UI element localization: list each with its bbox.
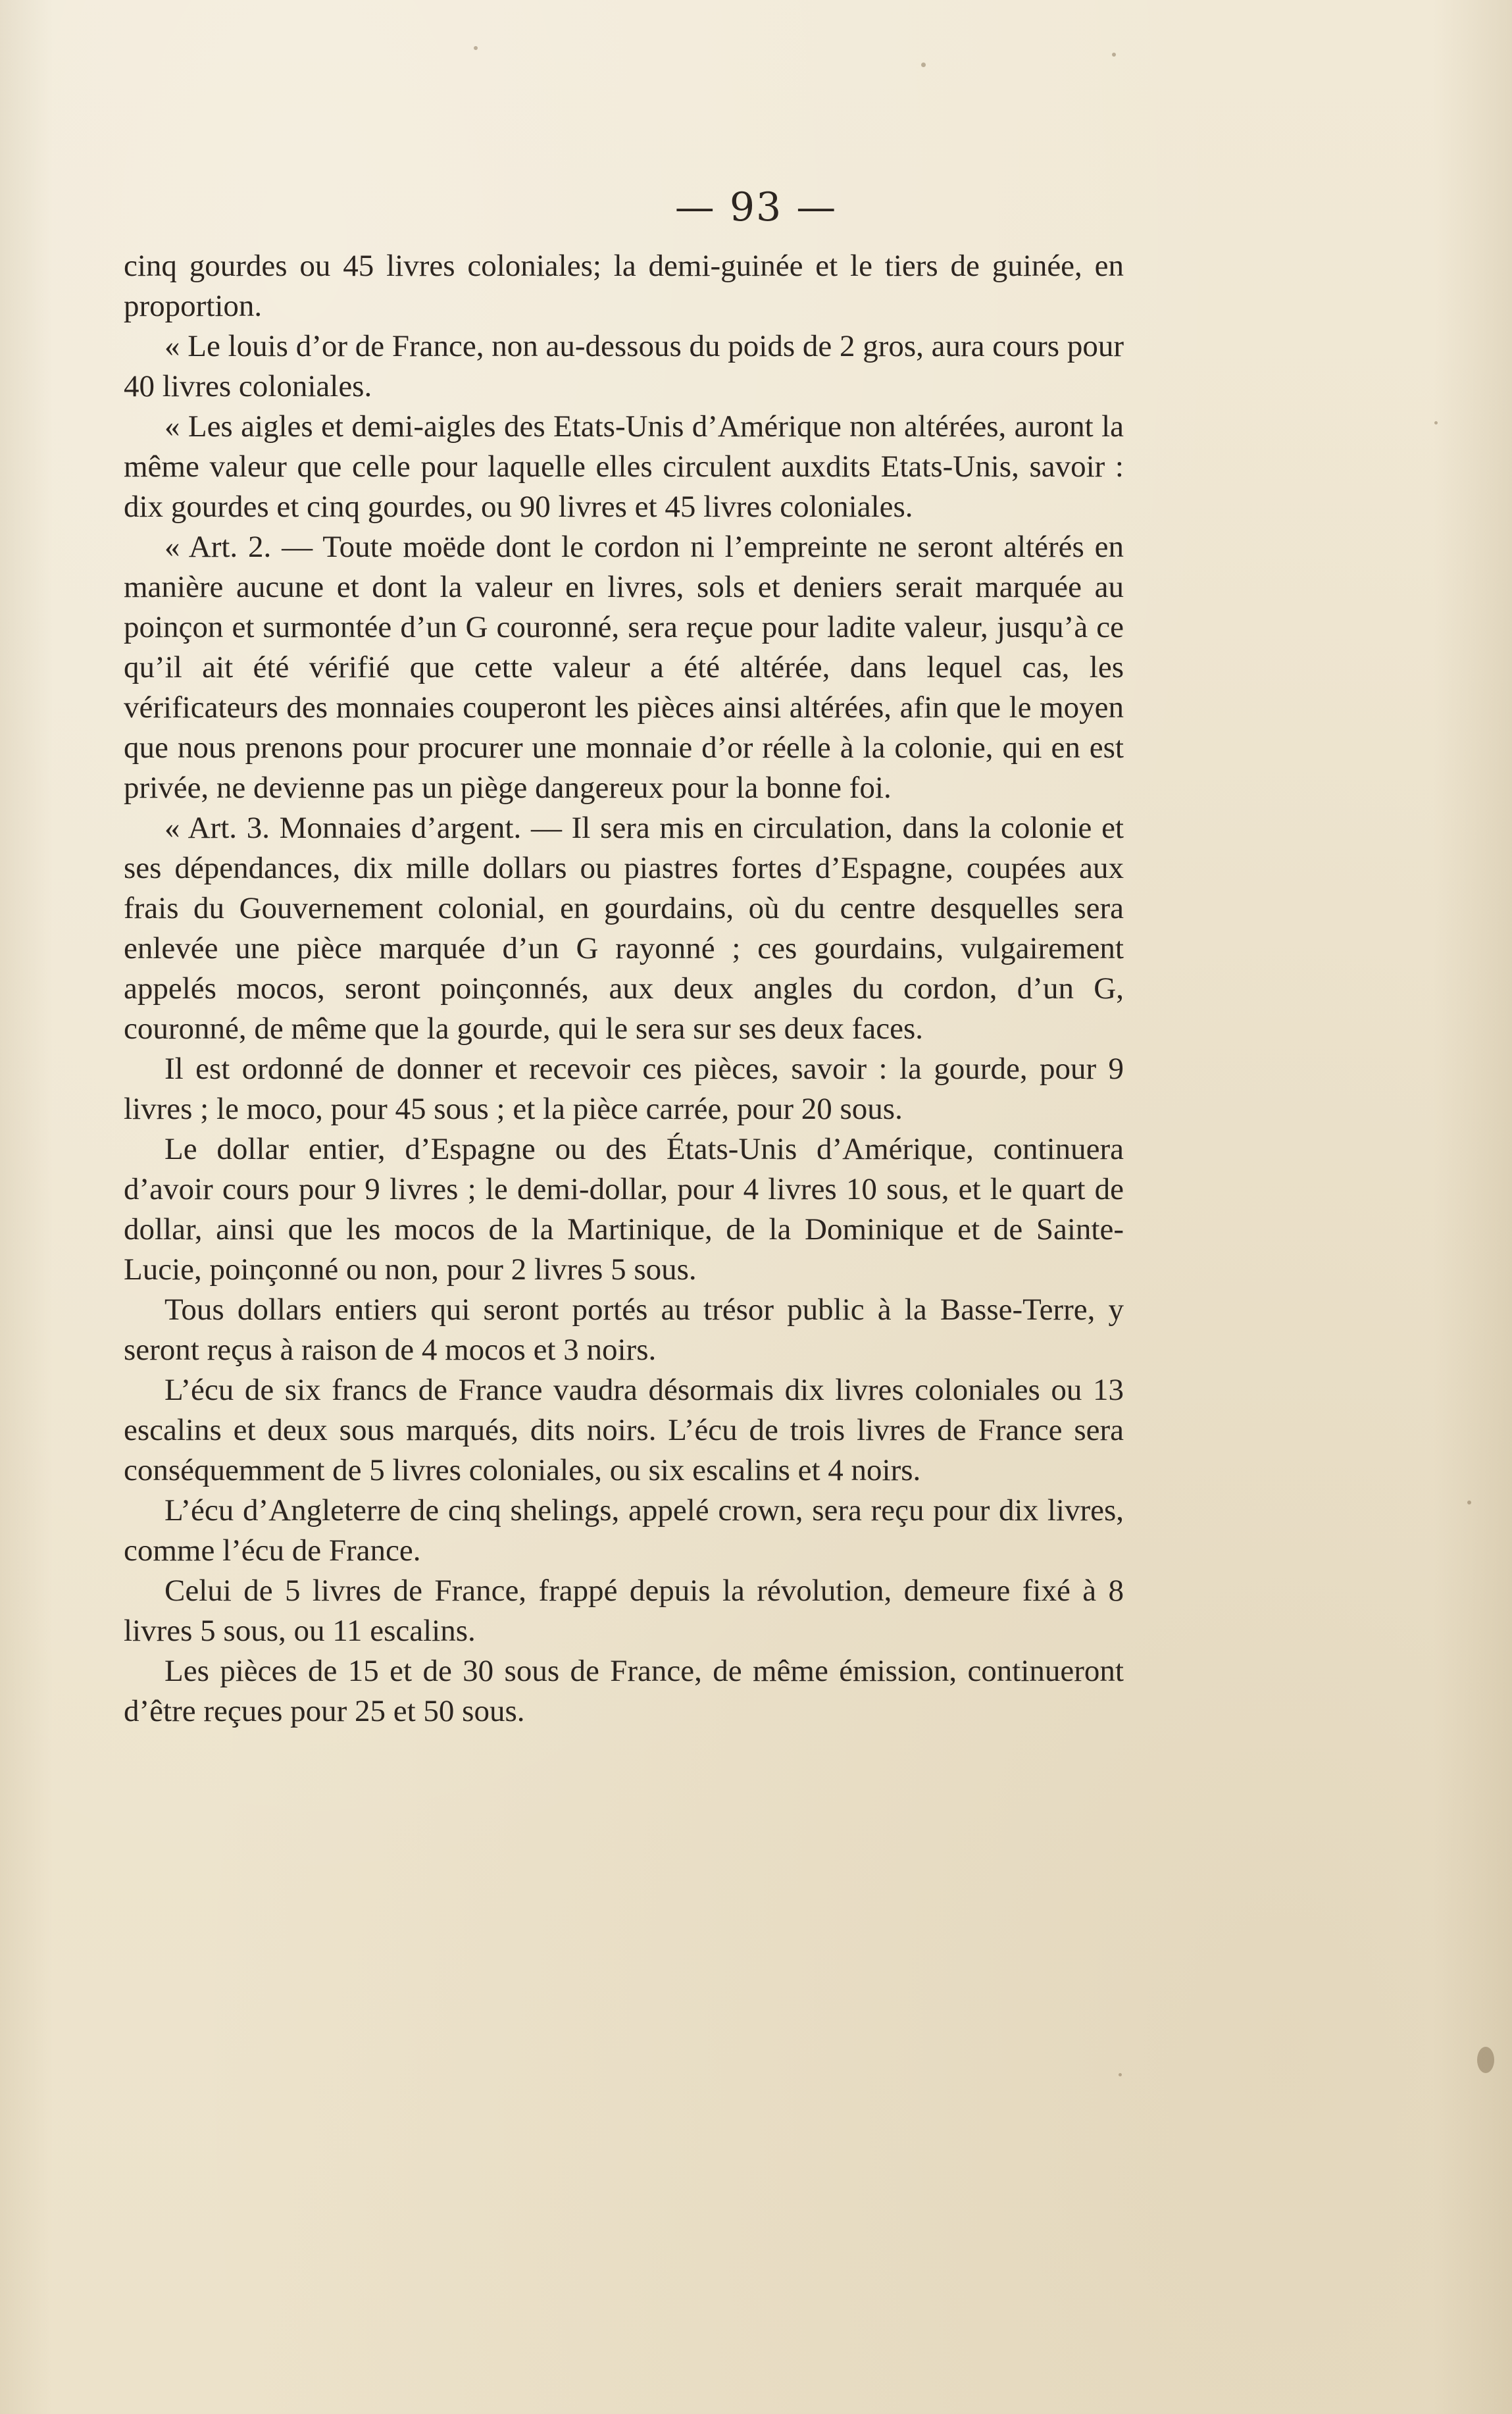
paragraph: cinq gourdes ou 45 livres coloniales; la demi-guinée et le tiers de guinée, en proportion. — [124, 249, 1124, 323]
paragraph: Il est ordonné de donner et recevoir ces pièces, savoir : la gourde, pour 9 livres ; le moco, pour 45 sous ; et la pièce carrée, pour 20 sous. — [124, 1052, 1124, 1126]
paper-speck — [474, 46, 478, 50]
paper-speck — [1467, 1501, 1471, 1504]
paragraph: « Les aigles et demi-aigles des Etats-Unis d’Amérique non altérées, auront la même valeur que celle pour laquelle elles circulent auxdits Etats-Unis, savoir : dix gourdes et cinq gourdes, ou 90 livres et 45 livres coloniales. — [124, 409, 1124, 524]
paragraph: Celui de 5 livres de France, frappé depuis la révolution, demeure fixé à 8 livres 5 sous, ou 11 escalins. — [124, 1574, 1124, 1648]
body-text — [124, 246, 1124, 1732]
paper-speck — [921, 63, 926, 67]
paper-speck — [1434, 421, 1438, 424]
paragraph: Le dollar entier, d’Espagne ou des États-Unis d’Amérique, continuera d’avoir cours pour 9 livres ; le demi-dollar, pour 4 livres 10 sous, et le quart de dollar, ainsi que les mocos de la Martinique, de la Dominique et de Sainte-Lucie, poinçonné ou non, pour 2 livres 5 sous. — [124, 1132, 1124, 1287]
paragraph: Tous dollars entiers qui seront portés au trésor public à la Basse-Terre, y seront reçus à raison de 4 mocos et 3 noirs. — [124, 1293, 1124, 1367]
paragraph: L’écu d’Angleterre de cinq shelings, appelé crown, sera reçu pour dix livres, comme l’écu de France. — [124, 1493, 1124, 1568]
paragraph: « Art. 3. Monnaies d’argent. — Il sera mis en circulation, dans la colonie et ses dépendances, dix mille dollars ou piastres fortes d’Espagne, coupées aux frais du Gouvernement colonial, en gourdains, où du centre desquelles sera enlevée une pièce marquée d’un G rayonné ; ces gourdains, vulgairement appelés mocos, seront poinçonnés, aux deux angles du cordon, d’un G, couronné, de même que la gourde, qui le sera sur ses deux faces. — [124, 811, 1124, 1046]
paragraph: L’écu de six francs de France vaudra désormais dix livres coloniales ou 13 escalins et deux sous marqués, dits noirs. L’écu de trois livres de France sera conséquemment de 5 livres coloniales, ou six escalins et 4 noirs. — [124, 1373, 1124, 1487]
page-number: — 93 — — [674, 184, 838, 230]
page-left-shading — [0, 0, 53, 2414]
paper-speck — [1112, 53, 1116, 57]
paragraph: « Art. 2. — Toute moëde dont le cordon ni l’empreinte ne seront altérés en manière aucune et dont la valeur en livres, sols et deniers serait marquée au poinçon et surmontée d’un G couronné, sera reçue pour ladite valeur, jusqu’à ce qu’il ait été vérifié que cette valeur a été altérée, dans lequel cas, les vérificateurs des monnaies couperont les pièces ainsi altérées, afin que le moyen que nous prenons pour procurer une monnaie d’or réelle à la colonie, qui en est privée, ne devienne pas un piège dangereux pour la bonne foi. — [124, 530, 1124, 805]
paragraph: « Le louis d’or de France, non au-dessous du poids de 2 gros, aura cours pour 40 livres coloniales. — [124, 329, 1124, 403]
paper-speck — [1119, 2073, 1122, 2076]
paragraph: Les pièces de 15 et de 30 sous de France, de même émission, continueront d’être reçues pour 25 et 50 sous. — [124, 1654, 1124, 1728]
paper-speck — [1477, 2047, 1494, 2073]
page-right-shading — [1433, 0, 1512, 2414]
